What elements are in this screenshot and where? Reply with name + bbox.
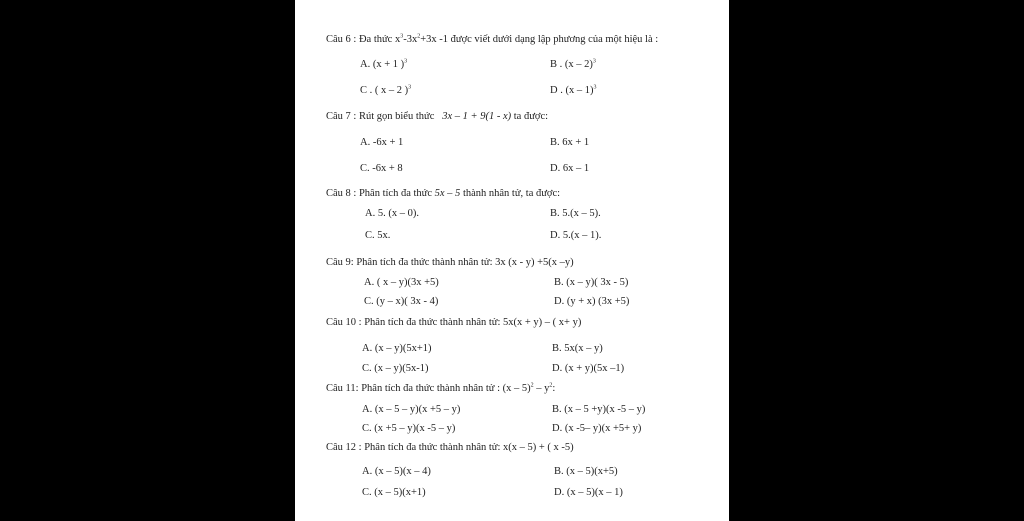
q6-a-text: A. (x + 1 ) <box>360 59 405 70</box>
q6-b-sup: 3 <box>592 58 596 65</box>
question-11-option-c: C. (x +5 – y)(x -5 – y) <box>362 423 456 434</box>
q8-stem-expr: 5x – 5 <box>434 188 461 199</box>
question-7-option-b: B. 6x + 1 <box>550 137 590 148</box>
question-8-option-a: A. 5. (x – 0). <box>365 208 419 219</box>
question-9-option-d: D. (y + x) (3x +5) <box>554 296 630 307</box>
question-11-option-d: D. (x -5– y)(x +5+ y) <box>552 423 642 434</box>
question-11-option-b: B. (x – 5 +y)(x -5 – y) <box>552 404 646 415</box>
q6-c-text: C . ( x – 2 ) <box>360 85 409 96</box>
question-9-option-a: A. ( x – y)(3x +5) <box>364 277 439 288</box>
q8-stem-pre: Câu 8 : Phân tích đa thức <box>326 188 433 199</box>
question-12-option-d: D. (x – 5)(x – 1) <box>554 487 623 498</box>
q11-stem-pre: Câu 11: Phân tích đa thức thành nhân tử : (x – 5) <box>326 383 531 394</box>
question-7-option-a: A. -6x + 1 <box>360 137 404 148</box>
question-10-option-a: A. (x – y)(5x+1) <box>362 343 432 354</box>
q6-c-sup: 3 <box>408 84 412 91</box>
question-8-option-d: D. 5.(x – 1). <box>550 230 602 241</box>
question-12-stem: Câu 12 : Phân tích đa thức thành nhân tử: x(x – 5) + ( x -5) <box>326 442 574 453</box>
question-12-option-c: C. (x – 5)(x+1) <box>362 487 426 498</box>
q6-stem-post: +3x -1 được viết dưới dạng lập phương của một hiệu là : <box>420 34 659 45</box>
question-6-stem <box>326 35 658 46</box>
question-12-option-a: A. (x – 5)(x – 4) <box>362 466 431 477</box>
question-10-option-d: D. (x + y)(5x –1) <box>552 363 625 374</box>
question-11-option-a: A. (x – 5 – y)(x +5 – y) <box>362 404 461 415</box>
q8-stem-post: thành nhân tử, ta được: <box>462 188 561 199</box>
q6-stem-sup2: 2 <box>417 33 421 40</box>
q11-stem-sup2: 2 <box>549 382 553 389</box>
q11-stem-mid: – y <box>533 383 550 394</box>
worksheet-page <box>295 0 729 521</box>
q6-b-text: B . (x – 2) <box>550 59 593 70</box>
question-7-option-d: D. 6x – 1 <box>550 163 590 174</box>
question-6-option-c <box>360 86 411 97</box>
question-9-option-c: C. (y – x)( 3x - 4) <box>364 296 439 307</box>
q6-stem-sup1: 3 <box>400 33 404 40</box>
q6-stem-mid: -3x <box>403 34 418 45</box>
question-9-stem: Câu 9: Phân tích đa thức thành nhân tử: 3x (x - y) +5(x –y) <box>326 257 574 268</box>
q6-stem-pre: Câu 6 : Đa thức x <box>326 34 401 45</box>
question-10-option-b: B. 5x(x – y) <box>552 343 603 354</box>
question-10-stem: Câu 10 : Phân tích đa thức thành nhân tử: 5x(x + y) – ( x+ y) <box>326 317 582 328</box>
q7-stem-pre: Câu 7 : Rút gọn biểu thức <box>326 111 435 122</box>
question-12-option-b: B. (x – 5)(x+5) <box>554 466 618 477</box>
q6-a-sup: 3 <box>404 58 408 65</box>
question-6-option-b <box>550 60 596 71</box>
question-11-stem <box>326 384 555 395</box>
question-7-option-c: C. -6x + 8 <box>360 163 403 174</box>
question-10-option-c: C. (x – y)(5x-1) <box>362 363 429 374</box>
question-6-option-d <box>550 86 596 97</box>
question-8-option-c: C. 5x. <box>365 230 391 241</box>
q6-d-text: D . (x – 1) <box>550 85 594 96</box>
question-9-option-b: B. (x – y)( 3x - 5) <box>554 277 629 288</box>
question-6-option-a <box>360 60 407 71</box>
q7-stem-expr: 3x – 1 + 9(1 - x) <box>442 111 512 122</box>
question-8-stem <box>326 189 560 200</box>
question-8-option-b: B. 5.(x – 5). <box>550 208 601 219</box>
q11-stem-sup1: 2 <box>530 382 534 389</box>
q7-stem-post: ta được: <box>513 111 549 122</box>
q6-d-sup: 3 <box>593 84 597 91</box>
q11-stem-post: : <box>552 383 556 394</box>
question-7-stem <box>326 112 548 123</box>
